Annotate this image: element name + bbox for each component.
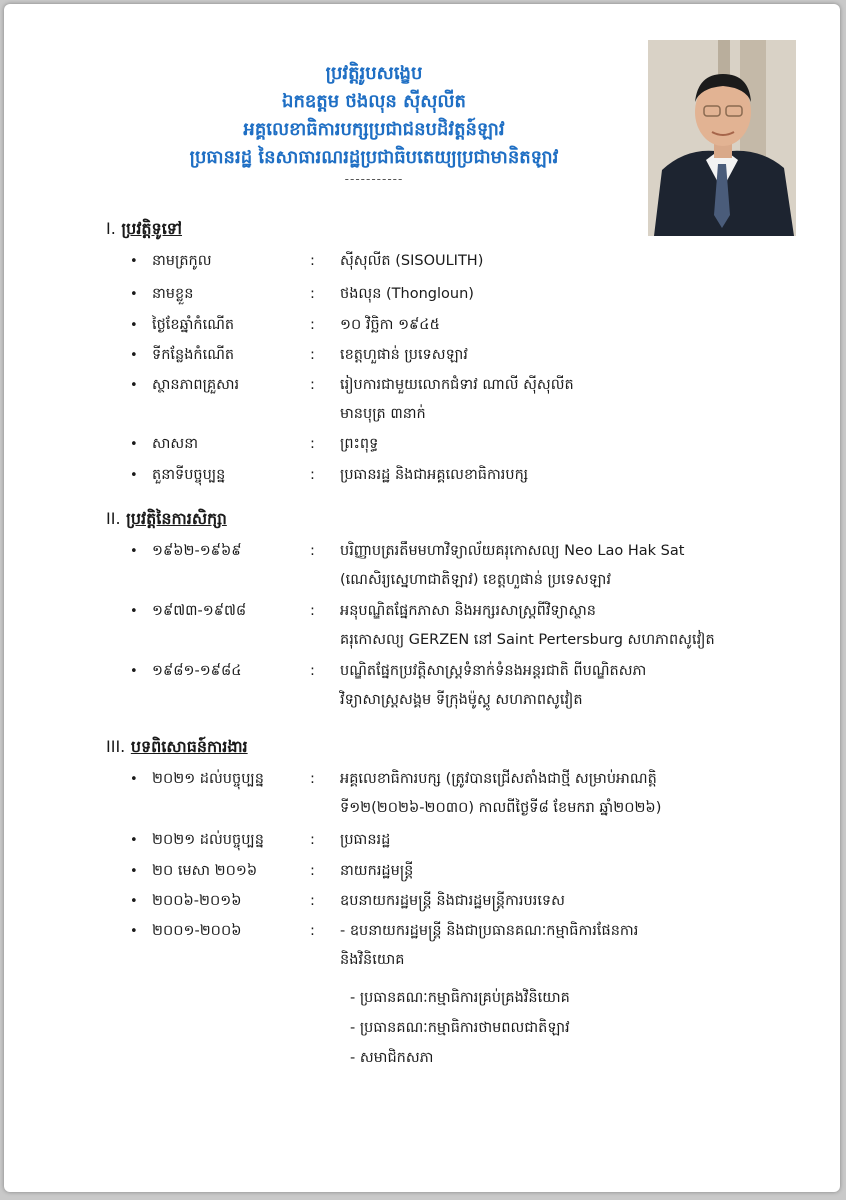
section-title: ប្រវត្តិនៃការសិក្សា bbox=[126, 509, 227, 528]
row-value-line: វិទ្យាសាស្ត្រសង្គម ទីក្រុងម៉ូស្គូ សហភាពសូវៀត bbox=[340, 692, 583, 708]
row-value bbox=[340, 917, 638, 975]
row-label: ១៩៧៣-១៩៧៨ bbox=[152, 603, 247, 619]
bullet-icon: • bbox=[130, 604, 138, 619]
row-colon: : bbox=[310, 347, 315, 363]
row-value bbox=[340, 537, 684, 595]
row-label: ថ្ងៃខែឆ្នាំកំណើត bbox=[152, 317, 235, 333]
row-colon: : bbox=[310, 603, 315, 619]
bullet-icon: • bbox=[130, 544, 138, 559]
row-label: ២០២១ ដល់បច្ចុប្បន្ន bbox=[152, 771, 264, 787]
row-value bbox=[340, 371, 574, 429]
bullet-icon: • bbox=[130, 254, 138, 269]
section-general-info bbox=[106, 218, 182, 242]
row-value-line: គរុកោសល្យ GERZEN នៅ Saint Pertersburg សហភាពសូវៀត bbox=[340, 632, 715, 648]
section-work-experience bbox=[106, 736, 248, 760]
bullet-icon: • bbox=[130, 287, 138, 302]
row-label: ទីកន្លែងកំណើត bbox=[152, 347, 235, 363]
bullet-icon: • bbox=[130, 437, 138, 452]
header-position-1: អគ្គលេខាធិការបក្សប្រជាជនបដិវត្តន៍ឡាវ bbox=[243, 119, 505, 140]
row-label: ២០ មេសា ២០១៦ bbox=[152, 863, 258, 879]
row-colon: : bbox=[310, 663, 315, 679]
row-value bbox=[340, 311, 440, 340]
row-value bbox=[340, 597, 715, 655]
row-colon: : bbox=[310, 467, 315, 483]
row-value-line: បរិញ្ញាបត្ររតឹមមហាវិទ្យាល័យគរុកោសល្យ Neo Lao Hak Sat bbox=[340, 543, 685, 559]
row-value bbox=[340, 887, 565, 916]
row-value-line: ស៊ីសុលីត (SISOULITH) bbox=[340, 253, 484, 269]
row-value-line: ខេត្តហួផាន់ ប្រទេសឡាវ bbox=[340, 347, 468, 363]
row-label: ២០២១ ដល់បច្ចុប្បន្ន bbox=[152, 832, 264, 848]
row-colon: : bbox=[310, 923, 315, 939]
row-label: នាមខ្លួន bbox=[152, 286, 194, 302]
row-colon: : bbox=[310, 771, 315, 787]
section-number: III. bbox=[106, 737, 126, 756]
bullet-icon: • bbox=[130, 924, 138, 939]
row-value-line: អនុបណ្ឌិតផ្នែកភាសា និងអក្សរសាស្ត្រពីវិទ្យាស្ថាន bbox=[340, 603, 596, 619]
row-colon: : bbox=[310, 317, 315, 333]
section-education bbox=[106, 508, 227, 532]
bullet-icon: • bbox=[130, 664, 138, 679]
row-value-line: អគ្គលេខាធិការបក្ស (ត្រូវបានជ្រើសតាំងជាថ្មី សម្រាប់អាណត្តិ bbox=[340, 771, 657, 787]
row-value-line: មានបុត្រ ៣នាក់ bbox=[340, 406, 426, 422]
section-title: ប្រវត្តិទូទៅ bbox=[121, 219, 183, 238]
work-sub-item: - សមាជិកសភា bbox=[350, 1050, 434, 1066]
work-sub-item: - ប្រធានគណៈកម្មាធិការថាមពលជាតិឡាវ bbox=[350, 1020, 570, 1036]
row-value-line: (ណេសិរ្យស្នេហាជាតិឡាវ) ខេត្តហួផាន់ ប្រទេសឡាវ bbox=[340, 572, 611, 588]
header-separator: ----------- bbox=[344, 172, 404, 186]
bullet-icon: • bbox=[130, 833, 138, 848]
row-value bbox=[340, 341, 468, 370]
row-value-line: ឧបនាយករដ្ឋមន្ត្រី និងជារដ្ឋមន្ត្រីការបរទេស bbox=[340, 893, 565, 909]
row-value-line: នាយករដ្ឋមន្ត្រី bbox=[340, 863, 414, 879]
row-value bbox=[340, 826, 390, 855]
row-colon: : bbox=[310, 377, 315, 393]
row-value bbox=[340, 461, 528, 490]
row-label: ១៩៦២-១៩៦៩ bbox=[152, 543, 242, 559]
row-colon: : bbox=[310, 863, 315, 879]
bullet-icon: • bbox=[130, 864, 138, 879]
row-value-line: ទី១២(២០២៦-២០៣០) កាលពីថ្ងៃទី៨ ខែមករា ឆ្នាំ២០២៦) bbox=[340, 800, 662, 816]
row-colon: : bbox=[310, 543, 315, 559]
row-value-line: បណ្ឌិតផ្នែកប្រវត្តិសាស្ត្រទំនាក់ទំនងអន្តរជាតិ ពីបណ្ឌិតសភា bbox=[340, 663, 647, 679]
header-name: ឯកឧត្តម ថងលុន ស៊ីសុលីត bbox=[282, 91, 466, 112]
bullet-icon: • bbox=[130, 468, 138, 483]
row-label: ១៩៨១-១៩៨៤ bbox=[152, 663, 242, 679]
row-value-line: ប្រធានរដ្ឋ និងជាអគ្គលេខាធិការបក្ស bbox=[340, 467, 529, 483]
row-value-line: - ឧបនាយករដ្ឋមន្ត្រី និងជាប្រធានគណៈកម្មាធិការផែនការ bbox=[340, 923, 639, 939]
row-label: ២០០៦-២០១៦ bbox=[152, 893, 242, 909]
row-value bbox=[340, 765, 661, 823]
section-title: បទពិសោធន៍ការងារ bbox=[130, 737, 248, 756]
row-value-line: ព្រះពុទ្ធ bbox=[340, 436, 379, 452]
row-label: សាសនា bbox=[152, 436, 199, 452]
document-header bbox=[4, 60, 744, 186]
row-value bbox=[340, 657, 646, 715]
bullet-icon: • bbox=[130, 318, 138, 333]
row-value-line: ១០ វិច្ឆិកា ១៩៤៥ bbox=[340, 317, 440, 333]
bullet-icon: • bbox=[130, 894, 138, 909]
row-value-line: រៀបការជាមួយលោកជំទាវ ណាលី ស៊ីសុលីត bbox=[340, 377, 574, 393]
row-value-line: និងវិនិយោគ bbox=[340, 952, 405, 968]
row-colon: : bbox=[310, 832, 315, 848]
row-label: ២០០១-២០០៦ bbox=[152, 923, 242, 939]
row-label: នាមត្រកូល bbox=[152, 253, 212, 269]
row-value-line: ថងលុន (Thongloun) bbox=[340, 286, 474, 302]
section-number: II. bbox=[106, 509, 121, 528]
row-label: ស្ថានភាពគ្រួសារ bbox=[152, 377, 240, 393]
header-position-2: ប្រធានរដ្ឋ នៃសាធារណរដ្ឋប្រជាធិបតេយ្យប្រជាមានិតឡាវ bbox=[189, 147, 559, 168]
header-title: ប្រវត្តិរូបសង្ខេប bbox=[325, 63, 423, 84]
row-value bbox=[340, 247, 483, 276]
section-number: I. bbox=[106, 219, 116, 238]
work-sub-item: - ប្រធានគណៈកម្មាធិការគ្រប់គ្រងវិនិយោគ bbox=[350, 990, 570, 1006]
row-colon: : bbox=[310, 286, 315, 302]
bullet-icon: • bbox=[130, 378, 138, 393]
row-value bbox=[340, 280, 474, 309]
bullet-icon: • bbox=[130, 348, 138, 363]
row-label: តួនាទីបច្ចុប្បន្ន bbox=[152, 467, 226, 483]
bullet-icon: • bbox=[130, 772, 138, 787]
row-value-line: ប្រធានរដ្ឋ bbox=[340, 832, 391, 848]
document-page bbox=[4, 4, 840, 1192]
row-colon: : bbox=[310, 436, 315, 452]
row-colon: : bbox=[310, 253, 315, 269]
row-colon: : bbox=[310, 893, 315, 909]
portrait-photo bbox=[648, 40, 796, 236]
row-value bbox=[340, 857, 413, 886]
row-value bbox=[340, 430, 378, 459]
